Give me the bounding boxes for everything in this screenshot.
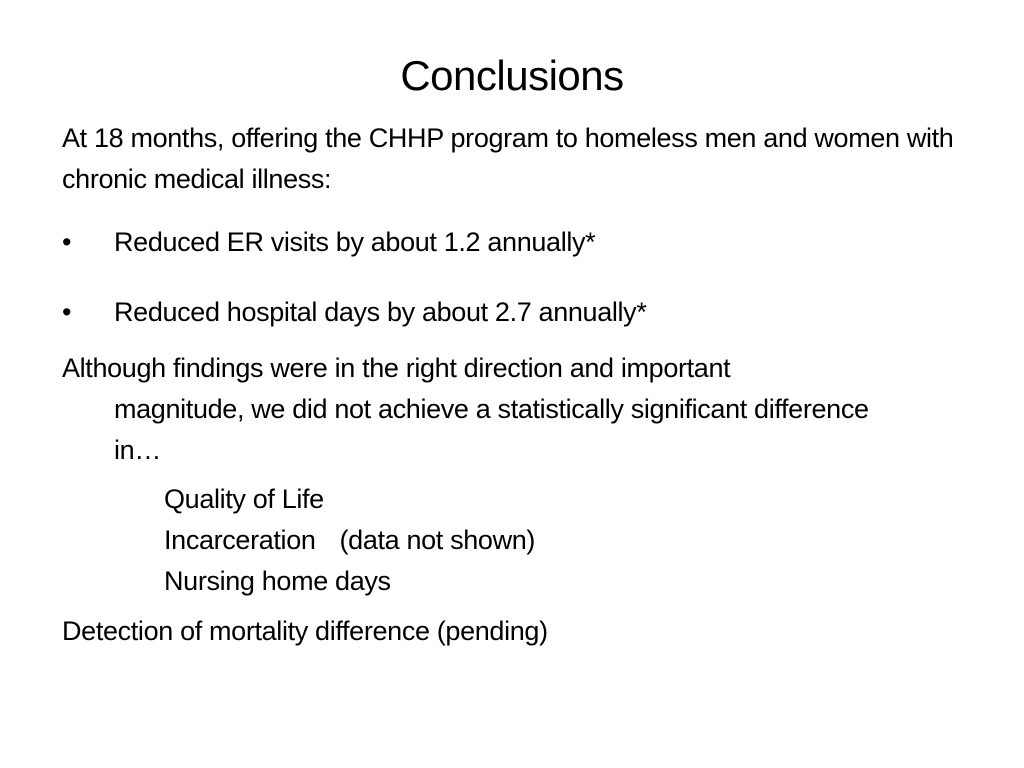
bullet-marker: • <box>62 297 72 327</box>
outcome-list <box>164 479 535 602</box>
although-continuation: magnitude, we did not achieve a statistically significant difference in… <box>114 394 869 465</box>
outcome-item-incarceration <box>164 520 535 561</box>
although-first-line: Although findings were in the right direction and important <box>62 353 731 383</box>
bullet-marker: • <box>62 227 72 257</box>
detection-paragraph: Detection of mortality difference (pending) <box>62 616 548 646</box>
bullet-text: Reduced ER visits by about 1.2 annually* <box>114 227 596 257</box>
intro-paragraph: At 18 months, offering the CHHP program to homeless men and women with chronic medical illness: <box>62 123 954 194</box>
outcome-item-nursing-home-days <box>164 561 535 602</box>
outcome-label: Nursing home days <box>164 566 391 596</box>
outcome-label: Quality of Life <box>164 484 324 514</box>
bullet-text: Reduced hospital days by about 2.7 annually* <box>114 297 647 327</box>
outcome-label: Incarceration <box>164 525 316 555</box>
although-paragraph <box>62 348 922 471</box>
outcome-item-quality-of-life <box>164 479 535 520</box>
outcome-note: (data not shown) <box>339 525 536 555</box>
slide-title: Conclusions <box>400 52 624 99</box>
